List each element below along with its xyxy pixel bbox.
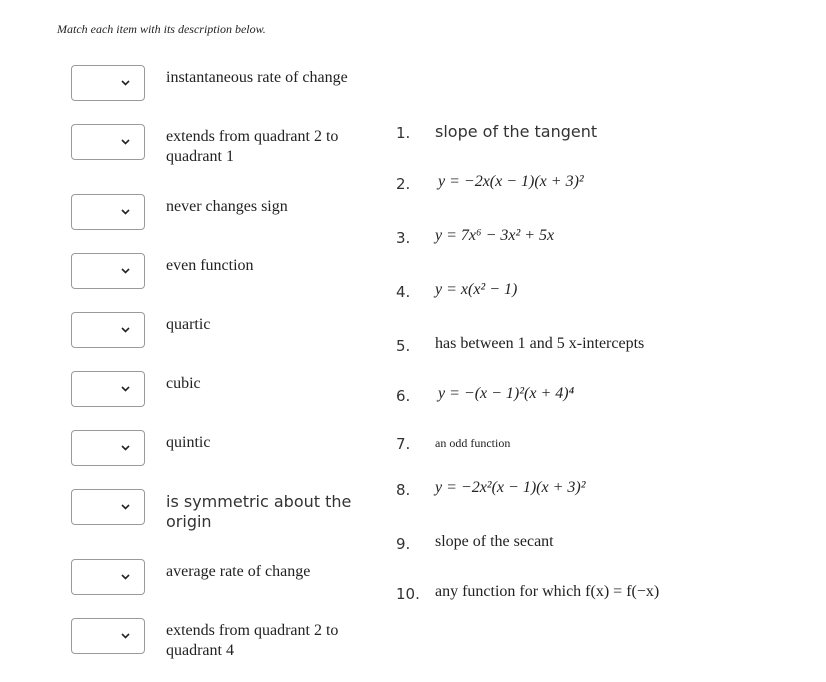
description-number: 1. <box>396 124 411 142</box>
answer-select[interactable] <box>71 371 145 407</box>
description-text: has between 1 and 5 x-intercepts <box>435 335 645 352</box>
answer-select[interactable] <box>71 253 145 289</box>
item-label: even function <box>166 257 254 274</box>
answer-select[interactable] <box>71 65 145 101</box>
description-text: an odd function <box>435 436 511 450</box>
chevron-down-icon <box>121 209 130 215</box>
answer-select[interactable] <box>71 489 145 525</box>
description-number: 6. <box>396 387 411 405</box>
chevron-down-icon <box>121 386 130 392</box>
chevron-down-icon <box>121 80 130 86</box>
chevron-down-icon <box>121 445 130 451</box>
description-number: 9. <box>396 535 411 553</box>
description-text: y = −2x²(x − 1)(x + 3)² <box>435 479 586 496</box>
item-label: instantaneous rate of change <box>166 69 348 86</box>
description-text: slope of the secant <box>435 533 554 550</box>
chevron-down-icon <box>121 504 130 510</box>
description-text: y = −(x − 1)²(x + 4)⁴ <box>438 385 575 402</box>
description-number: 10. <box>396 585 420 603</box>
item-label: average rate of change <box>166 563 311 580</box>
chevron-down-icon <box>121 327 130 333</box>
answer-select[interactable] <box>71 618 145 654</box>
answer-select[interactable] <box>71 194 145 230</box>
answer-select[interactable] <box>71 430 145 466</box>
chevron-down-icon <box>121 268 130 274</box>
chevron-down-icon <box>121 574 130 580</box>
description-number: 3. <box>396 229 411 247</box>
instructions-text: Match each item with its description below. <box>57 22 266 36</box>
answer-select[interactable] <box>71 312 145 348</box>
description-number: 8. <box>396 481 411 499</box>
item-label: quintic <box>166 434 211 451</box>
item-label: cubic <box>166 375 201 392</box>
item-label: quartic <box>166 316 211 333</box>
chevron-down-icon <box>121 633 130 639</box>
description-text: slope of the tangent <box>435 122 598 141</box>
chevron-down-icon <box>121 139 130 145</box>
description-number: 7. <box>396 435 411 453</box>
item-label: is symmetric about the origin <box>166 492 352 531</box>
answer-select[interactable] <box>71 559 145 595</box>
item-label: never changes sign <box>166 198 288 215</box>
description-text: any function for which f(x) = f(−x) <box>435 583 660 600</box>
description-text: y = 7x⁶ − 3x² + 5x <box>435 227 555 244</box>
description-number: 5. <box>396 337 411 355</box>
description-text: y = −2x(x − 1)(x + 3)² <box>438 173 584 190</box>
answer-select[interactable] <box>71 124 145 160</box>
item-label: extends from quadrant 2 to quadrant 4 <box>166 622 339 659</box>
description-number: 4. <box>396 283 411 301</box>
description-text: y = x(x² − 1) <box>435 281 518 298</box>
item-label: extends from quadrant 2 to quadrant 1 <box>166 128 339 165</box>
description-number: 2. <box>396 175 411 193</box>
